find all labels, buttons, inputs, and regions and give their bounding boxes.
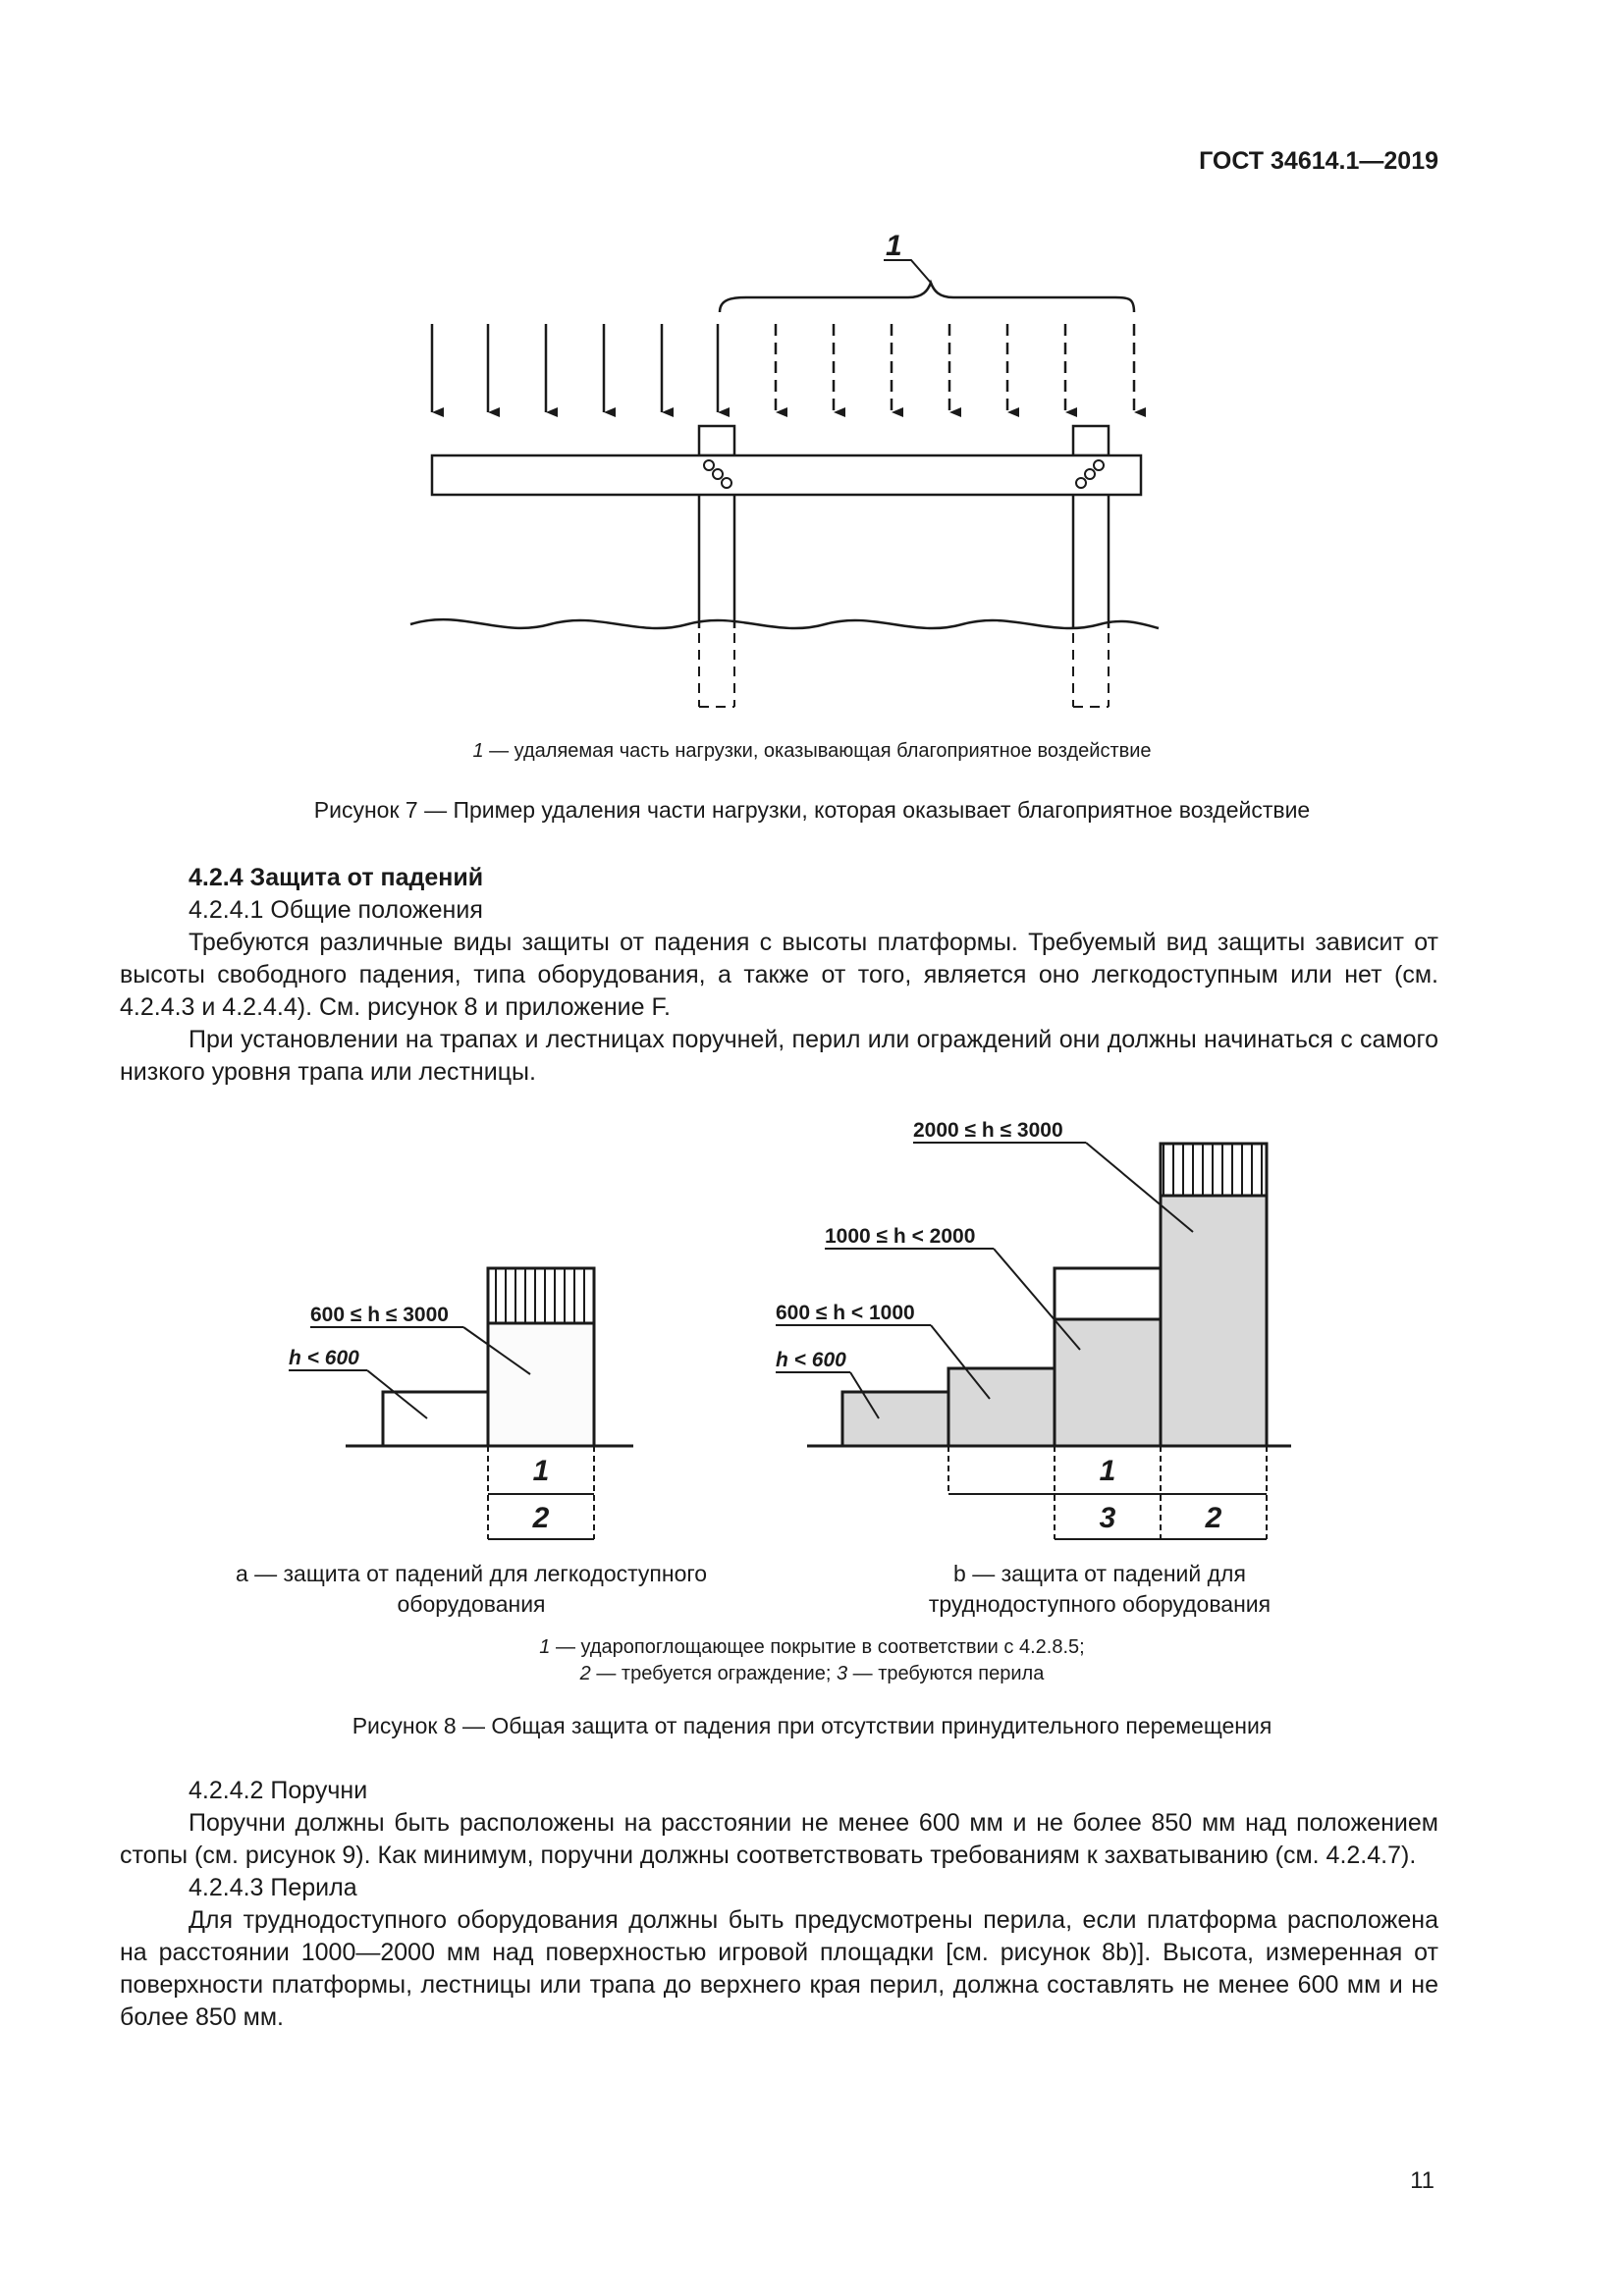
sections-4242-4243 bbox=[120, 1775, 1438, 2034]
figure-7-drawing bbox=[393, 221, 1178, 731]
ground-line bbox=[410, 619, 1159, 628]
legend-number: 3 bbox=[836, 1663, 848, 1684]
removed-load-brace bbox=[720, 283, 1134, 312]
step-2-b bbox=[948, 1368, 1055, 1446]
height-label: 600 ≤ h < 1000 bbox=[776, 1302, 915, 1324]
figure-7-legend bbox=[0, 740, 1624, 763]
dim-label: 3 bbox=[1099, 1502, 1116, 1534]
height-label: 600 ≤ h ≤ 3000 bbox=[310, 1304, 449, 1326]
marker-label: 1 bbox=[886, 230, 902, 262]
dim-label: 2 bbox=[1205, 1502, 1222, 1534]
step-high-a bbox=[488, 1323, 594, 1446]
legend-number: 2 bbox=[579, 1663, 591, 1684]
legend-line bbox=[0, 1634, 1624, 1661]
figure-8-legend bbox=[0, 1634, 1624, 1687]
panel-b bbox=[776, 1119, 1291, 1539]
legend-text: — требуется ограждение; bbox=[590, 1663, 837, 1684]
standard-number: ГОСТ 34614.1—2019 bbox=[1199, 147, 1438, 175]
figure-8-drawing bbox=[275, 1099, 1316, 1571]
buried-posts bbox=[699, 633, 1109, 707]
paragraph: При установлении на трапах и лестницах поручней, перил или ограждений они должны начинаться с самого низкого уровня трапа или лестницы. bbox=[120, 1026, 1438, 1086]
paragraph: Для труднодоступного оборудования должны быть предусмотрены перила, если платформа расположена на расстоянии 1000—2000 мм над поверхностью игровой площадки [см. рисунок 8b)]. Высота, измеренная от поверхности платформы, лестницы или трапа до верхнего края перил, должна составлять не менее 600 мм и не более 850 мм. bbox=[120, 1906, 1438, 2031]
step-4-b bbox=[1161, 1196, 1267, 1446]
subcaption-line: b — защита от падений для bbox=[953, 1561, 1246, 1586]
subsection-heading: 4.2.4.2 Поручни bbox=[189, 1777, 368, 1804]
page-number: 11 bbox=[1410, 2167, 1435, 2194]
figure-8b-caption bbox=[805, 1559, 1394, 1620]
solid-load-arrows bbox=[432, 324, 718, 412]
figure-8-caption: Рисунок 8 — Общая защита от падения при отсутствии принудительного перемещения bbox=[352, 1713, 1272, 1738]
dim-label: 2 bbox=[532, 1502, 550, 1534]
subsection-heading: 4.2.4.1 Общие положения bbox=[189, 896, 483, 924]
subcaption-line: труднодоступного оборудования bbox=[928, 1591, 1272, 1617]
legend-text: — ударопоглощающее покрытие в соответствии с 4.2.8.5; bbox=[550, 1636, 1085, 1658]
section-424 bbox=[120, 862, 1438, 1089]
height-label: h < 600 bbox=[289, 1347, 359, 1369]
paragraph: Требуются различные виды защиты от падения с высоты платформы. Требуемый вид защиты зависит от высоты свободного падения, типа оборудования, а также от того, является оно легкодоступным или нет (см. 4.2.4.3 и 4.2.4.4). См. рисунок 8 и приложение F. bbox=[120, 929, 1438, 1021]
step-low-a bbox=[383, 1392, 488, 1446]
subcaption-line: a — защита от падений для легкодоступного bbox=[235, 1561, 708, 1586]
legend-number: 1 bbox=[539, 1636, 551, 1658]
platform-structure bbox=[432, 426, 1141, 628]
panel-a bbox=[289, 1268, 633, 1539]
marker-leader bbox=[884, 260, 931, 283]
dim-label: 1 bbox=[532, 1455, 550, 1487]
section-heading: 4.2.4 Защита от падений bbox=[189, 864, 484, 891]
guard-a bbox=[488, 1268, 594, 1323]
height-label: h < 600 bbox=[776, 1349, 846, 1371]
height-label: 2000 ≤ h ≤ 3000 bbox=[913, 1119, 1063, 1142]
legend-number: 1 bbox=[472, 740, 484, 762]
legend-text: — удаляемая часть нагрузки, оказывающая благоприятное воздействие bbox=[483, 740, 1152, 762]
guard-b bbox=[1161, 1144, 1267, 1196]
railing-b bbox=[1055, 1268, 1161, 1319]
subsection-heading: 4.2.4.3 Перила bbox=[189, 1874, 357, 1901]
subcaption-line: оборудования bbox=[397, 1591, 546, 1617]
paragraph: Поручни должны быть расположены на расстоянии не менее 600 мм и не более 850 мм над положением стопы (см. рисунок 9). Как минимум, поручни должны соответствовать требованиям к захватыванию (см. 4.2.4.7). bbox=[120, 1809, 1438, 1869]
legend-line bbox=[0, 1661, 1624, 1687]
height-label: 1000 ≤ h < 2000 bbox=[825, 1225, 976, 1248]
step-1-b bbox=[842, 1392, 948, 1446]
removed-load-arrows bbox=[776, 324, 1134, 412]
dim-label: 1 bbox=[1099, 1455, 1116, 1487]
legend-text: — требуются перила bbox=[847, 1663, 1045, 1684]
figure-7-caption: Рисунок 7 — Пример удаления части нагрузки, которая оказывает благоприятное воздействие bbox=[313, 797, 1311, 823]
figure-8a-caption bbox=[177, 1559, 766, 1620]
